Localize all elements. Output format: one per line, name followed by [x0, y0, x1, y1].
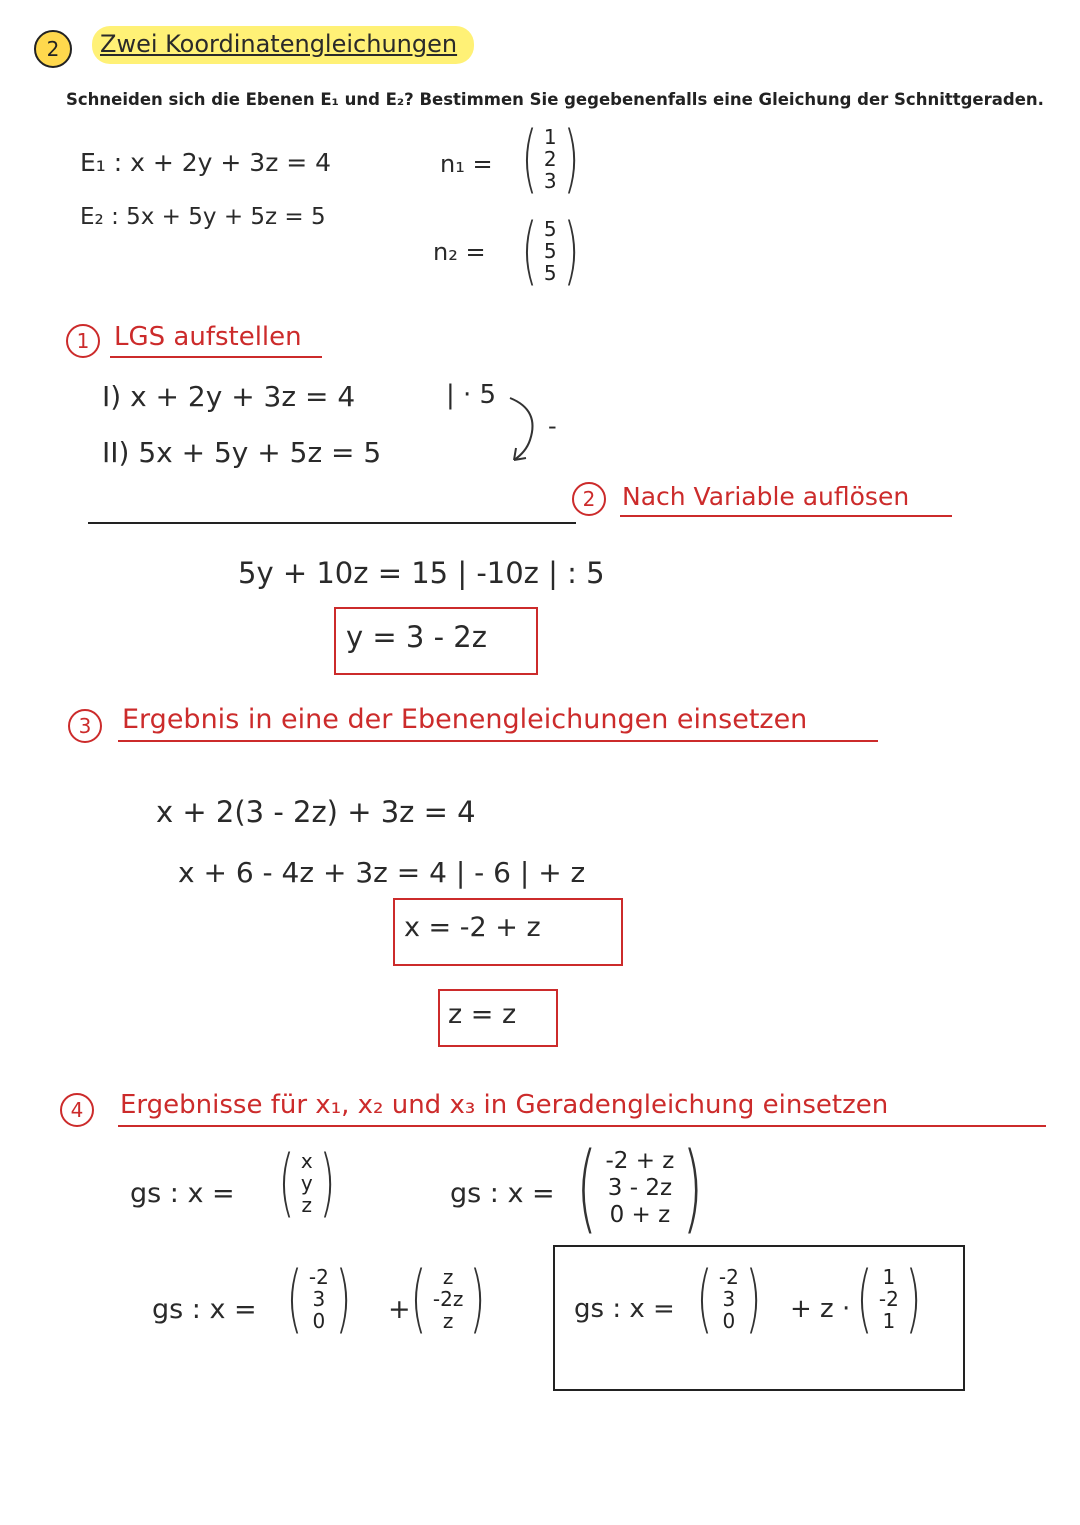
vector-xyz: ( x y z ): [278, 1140, 336, 1226]
step4-number: 4: [60, 1093, 94, 1127]
substitution-eq1: x + 2(3 - 2z) + 3z = 4: [156, 795, 476, 829]
page-title: Zwei Koordinatengleichungen: [100, 30, 458, 58]
task-number: 2: [34, 30, 72, 68]
final-base-vector: ( -2 3 0 ): [696, 1256, 762, 1342]
step1-underline: [110, 356, 322, 358]
plane-e1: E₁ : x + 2y + 3z = 4: [80, 148, 332, 177]
vector-base: ( -2 3 0 ): [286, 1256, 352, 1342]
lgs-eq2: II) 5x + 5y + 5z = 5: [102, 436, 382, 469]
step2-number: 2: [572, 482, 606, 516]
result-line: [88, 522, 576, 524]
final-label: gs : x =: [574, 1294, 675, 1324]
final-direction-vector: ( 1 -2 1 ): [856, 1256, 922, 1342]
line-eq-label-3: gs : x =: [152, 1294, 257, 1325]
subtract-sign: -: [548, 412, 557, 440]
step1-title: LGS aufstellen: [114, 322, 302, 352]
step3-title: Ergebnis in eine der Ebenengleichungen einsetzen: [122, 704, 808, 735]
task-prompt: Schneiden sich die Ebenen E₁ und E₂? Bestimmen Sie gegebenenfalls eine Gleichung der Schnittgeraden.: [66, 90, 1044, 109]
step4-title: Ergebnisse für x₁, x₂ und x₃ in Geradengleichung einsetzen: [120, 1090, 889, 1120]
plane-e2: E₂ : 5x + 5y + 5z = 5: [80, 204, 326, 230]
vector-param: ( -2 + z 3 - 2z 0 + z ): [576, 1132, 704, 1244]
step3-underline: [118, 740, 878, 742]
y-result: y = 3 - 2z: [346, 620, 487, 654]
vector-z-terms: ( z -2z z ): [410, 1256, 486, 1342]
step2-underline: [620, 515, 952, 517]
final-multiplier: + z ·: [790, 1294, 851, 1324]
substitution-eq2: x + 6 - 4z + 3z = 4 | - 6 | + z: [178, 856, 586, 889]
step2-title: Nach Variable auflösen: [622, 482, 910, 511]
lgs-eq1: I) x + 2y + 3z = 4: [102, 380, 356, 413]
normal-n2-label: n₂ =: [433, 238, 486, 266]
normal-n1-label: n₁ =: [440, 150, 493, 178]
step3-number: 3: [68, 709, 102, 743]
x-result: x = -2 + z: [404, 912, 541, 943]
plus-sign: +: [388, 1294, 411, 1325]
normal-n1-vector: ( 1 2 3 ): [521, 116, 579, 202]
lgs-op1: | · 5: [446, 380, 497, 410]
step2-equation: 5y + 10z = 15 | -10z | : 5: [238, 556, 605, 590]
z-result: z = z: [448, 999, 517, 1030]
step4-underline: [118, 1125, 1046, 1127]
step1-number: 1: [66, 324, 100, 358]
line-eq-label-2: gs : x =: [450, 1178, 555, 1209]
normal-n2-vector: ( 5 5 5 ): [521, 208, 579, 294]
line-eq-label-1: gs : x =: [130, 1178, 235, 1209]
